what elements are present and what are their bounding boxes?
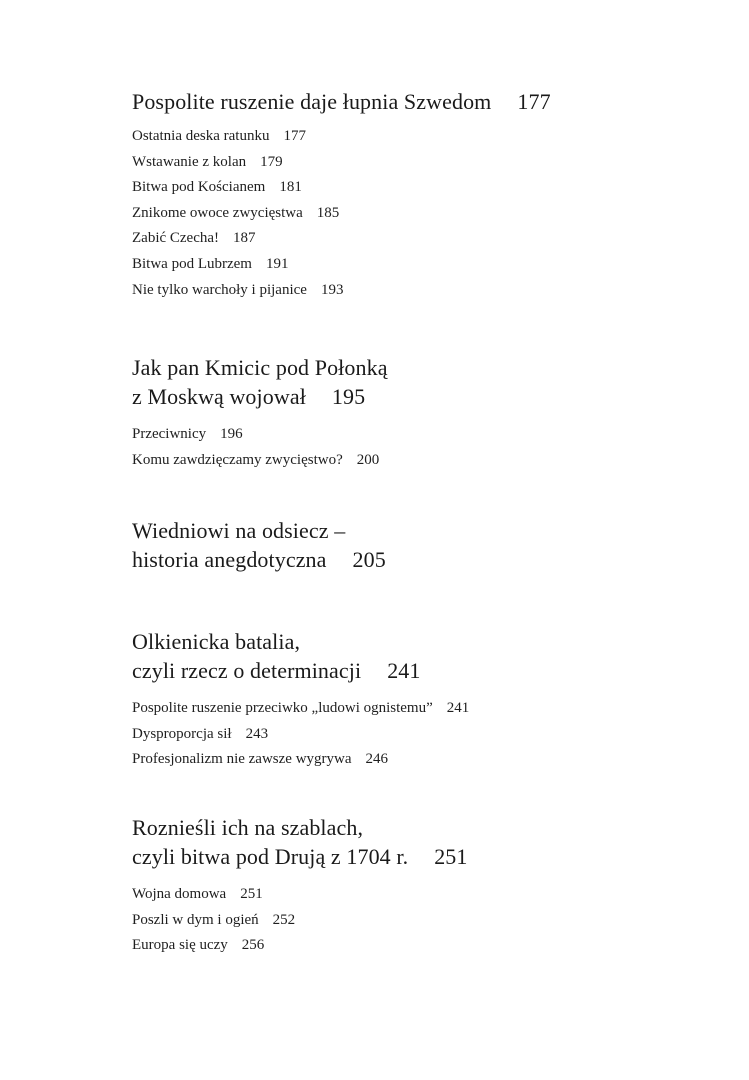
- subsection-page-number: 256: [241, 937, 265, 954]
- subsection-item: [132, 278, 692, 304]
- toc-chapter: [132, 353, 692, 473]
- subsection-page-number: 191: [265, 255, 289, 272]
- subsection-item: [132, 747, 692, 773]
- subsection-list: [132, 124, 692, 303]
- subsection-list: [132, 422, 692, 473]
- subsection-page-number: 196: [220, 426, 243, 442]
- toc-chapter: [132, 516, 692, 574]
- chapter-title: [132, 87, 692, 116]
- chapter-title: [132, 353, 692, 411]
- chapter-title-line: Roznieśli ich na szablach,: [132, 815, 364, 840]
- subsection-item: [132, 150, 692, 176]
- chapter-page-number: 195: [331, 384, 366, 409]
- subsection-page-number: 252: [272, 911, 296, 928]
- toc-chapter: [132, 627, 692, 773]
- subsection-title: Dysproporcja sił: [132, 725, 232, 742]
- chapter-page-number: 177: [517, 89, 551, 114]
- chapter-title: [132, 516, 692, 574]
- subsection-title: Wstawanie z kolan: [132, 153, 247, 170]
- subsection-item: [132, 696, 692, 722]
- toc-chapter: [132, 813, 692, 959]
- subsection-page-number: 246: [365, 751, 389, 768]
- chapter-title-line: z Moskwą wojował: [132, 384, 306, 409]
- subsection-item: [132, 226, 692, 252]
- subsection-page-number: 251: [240, 886, 263, 902]
- chapter-title: [132, 627, 692, 685]
- subsection-item: [132, 124, 692, 150]
- subsection-title: Zabić Czecha!: [132, 230, 220, 247]
- subsection-page-number: 193: [320, 281, 344, 298]
- subsection-title: Znikome owoce zwycięstwa: [132, 204, 303, 221]
- subsection-item: [132, 882, 692, 908]
- subsection-list: [132, 696, 692, 773]
- chapter-title-line: historia anegdotyczna: [132, 547, 327, 572]
- subsection-title: Nie tylko warchoły i pijanice: [132, 281, 307, 298]
- subsection-page-number: 243: [245, 725, 269, 742]
- subsection-title: Wojna domowa: [132, 886, 227, 902]
- subsection-list: [132, 882, 692, 959]
- subsection-title: Ostatnia deska ratunku: [132, 128, 270, 144]
- subsection-item: [132, 933, 692, 959]
- chapter-title-line: Wiedniowi na odsiecz –: [132, 518, 346, 543]
- chapter-title-line: Olkienicka batalia,: [132, 629, 301, 654]
- chapter-page-number: 205: [352, 547, 386, 572]
- subsection-page-number: 181: [279, 179, 302, 196]
- subsection-title: Pospolite ruszenie przeciwko „ludowi ognistemu”: [132, 700, 433, 716]
- subsection-page-number: 185: [316, 204, 340, 221]
- subsection-page-number: 177: [283, 128, 306, 144]
- subsection-item: [132, 908, 692, 934]
- subsection-title: Bitwa pod Kościanem: [132, 179, 266, 196]
- subsection-item: [132, 252, 692, 278]
- chapter-page-number: 251: [434, 844, 468, 869]
- chapter-page-number: 241: [387, 658, 421, 683]
- subsection-page-number: 187: [233, 230, 256, 247]
- chapter-title-line: Pospolite ruszenie daje łupnia Szwedom: [132, 89, 492, 114]
- chapter-title: [132, 813, 692, 871]
- subsection-item: [132, 175, 692, 201]
- subsection-page-number: 179: [260, 153, 283, 170]
- subsection-page-number: 241: [446, 700, 470, 716]
- subsection-item: [132, 448, 692, 474]
- subsection-title: Bitwa pod Lubrzem: [132, 255, 252, 272]
- subsection-item: [132, 201, 692, 227]
- subsection-page-number: 200: [356, 451, 380, 468]
- subsection-item: [132, 722, 692, 748]
- subsection-title: Przeciwnicy: [132, 426, 207, 442]
- chapter-title-line: czyli rzecz o determinacji: [132, 658, 362, 683]
- chapter-title-line: czyli bitwa pod Drują z 1704 r.: [132, 844, 409, 869]
- toc-chapter: [132, 87, 692, 303]
- chapter-title-line: Jak pan Kmicic pod Połonką: [132, 355, 388, 380]
- subsection-title: Europa się uczy: [132, 937, 228, 954]
- subsection-title: Komu zawdzięczamy zwycięstwo?: [132, 451, 343, 468]
- subsection-title: Poszli w dym i ogień: [132, 911, 259, 928]
- subsection-item: [132, 422, 692, 448]
- subsection-title: Profesjonalizm nie zawsze wygrywa: [132, 751, 352, 768]
